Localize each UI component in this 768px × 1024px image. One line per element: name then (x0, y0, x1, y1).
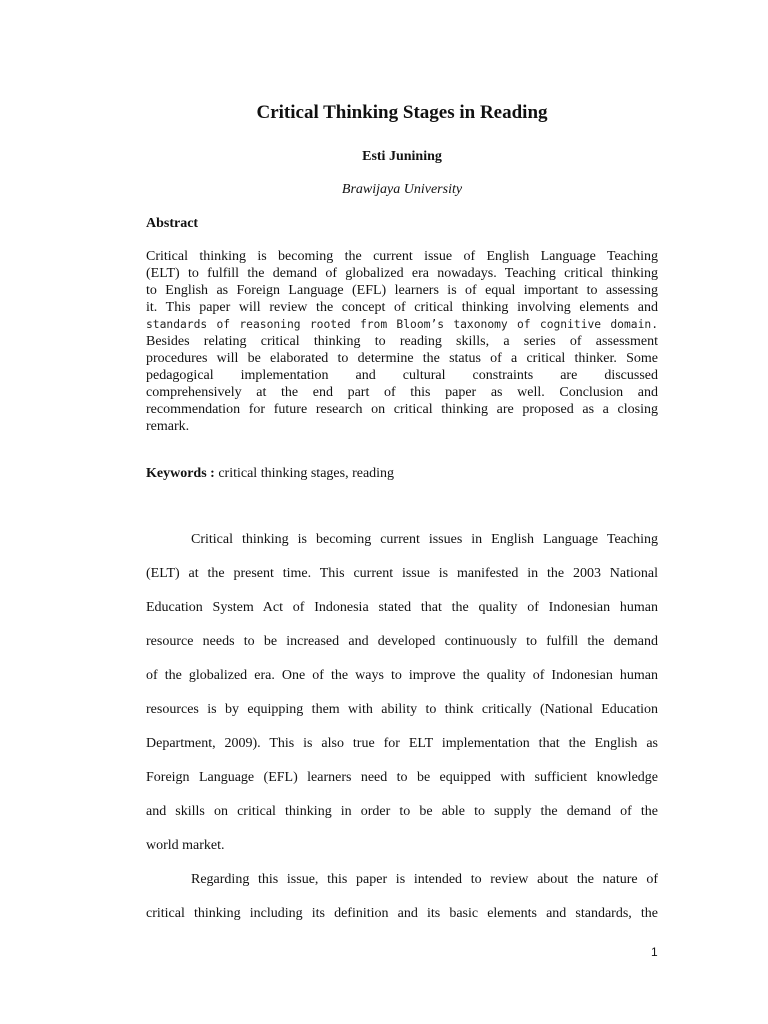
keywords-label: Keywords : (146, 466, 215, 481)
abstract-line: Besides relating critical thinking to reading skills, a series of assessment (146, 334, 658, 349)
abstract-heading: Abstract (146, 216, 199, 231)
body-line: and skills on critical thinking in order to be able to supply the demand of the (146, 804, 658, 819)
page-number: 1 (651, 945, 658, 959)
abstract-line: remark. (146, 419, 190, 434)
body-line: (ELT) at the present time. This current issue is manifested in the 2003 National (146, 566, 658, 581)
body-line: Regarding this issue, this paper is intended to review about the nature of (191, 872, 658, 887)
body-line: resources is by equipping them with ability to think critically (National Education (146, 702, 658, 717)
body-line: of the globalized era. One of the ways to improve the quality of Indonesian human (146, 668, 658, 683)
abstract-line: to English as Foreign Language (EFL) learners is of equal important to assessing (146, 283, 658, 298)
abstract-line: recommendation for future research on critical thinking are proposed as a closing (146, 402, 658, 417)
body-line: Critical thinking is becoming current issues in English Language Teaching (191, 532, 658, 547)
abstract-line: comprehensively at the end part of this paper as well. Conclusion and (146, 385, 658, 400)
body-line: Education System Act of Indonesia stated that the quality of Indonesian human (146, 600, 658, 615)
abstract-line: it. This paper will review the concept of critical thinking involving elements and (146, 300, 658, 315)
body-text (146, 531, 658, 939)
abstract-body (146, 248, 658, 435)
keywords-text: critical thinking stages, reading (214, 466, 395, 481)
body-line: resource needs to be increased and developed continuously to fulfill the demand (146, 634, 658, 649)
body-line: Foreign Language (EFL) learners need to be equipped with sufficient knowledge (146, 770, 658, 785)
abstract-line: pedagogical implementation and cultural constraints are discussed (146, 368, 658, 383)
abstract-line: Critical thinking is becoming the current issue of English Language Teaching (146, 249, 658, 264)
author-affiliation: Brawijaya University (341, 182, 463, 197)
body-line: critical thinking including its definition and its basic elements and standards, the (146, 906, 658, 921)
author-name: Esti Junining (362, 149, 442, 164)
abstract-line: (ELT) to fulfill the demand of globalized era nowadays. Teaching critical thinking (146, 266, 658, 281)
keywords (146, 466, 394, 482)
abstract-line: procedures will be elaborated to determine the status of a critical thinker. Some (146, 351, 658, 366)
body-line: Department, 2009). This is also true for ELT implementation that the English as (146, 736, 658, 751)
paper-title: Critical Thinking Stages in Reading (256, 102, 548, 123)
abstract-line: standards of reasoning rooted from Bloom’s taxonomy of cognitive domain. (146, 318, 658, 331)
body-line: world market. (146, 838, 225, 853)
